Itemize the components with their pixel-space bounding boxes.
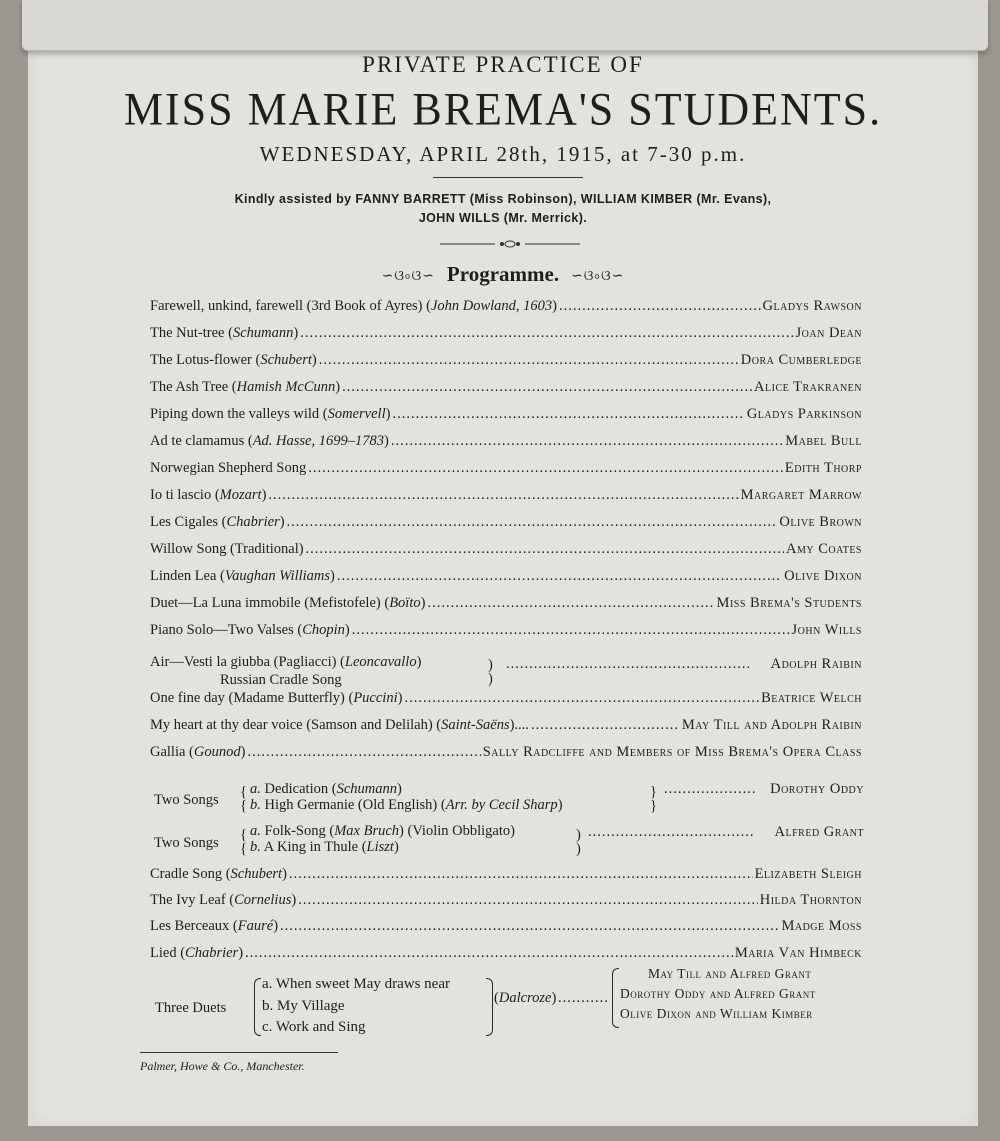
item-composer: Fauré (237, 918, 274, 934)
page-title: MISS MARIE BREMA'S STUDENTS. (123, 83, 883, 136)
item-title (150, 487, 266, 504)
three-duets-song-a: a. When sweet May draws near (262, 976, 450, 992)
item-title-text: Piano Solo—Two Valses ( (150, 622, 303, 638)
item-title-close: ).... (509, 717, 529, 733)
two-songs-2-close-brace: ) ) (576, 827, 581, 857)
air-item-line-2: Russian Cradle Song (220, 672, 342, 688)
item-title (150, 352, 317, 369)
item-composer: Chabrier (226, 514, 280, 530)
item-title-text: Les Cigales ( (150, 514, 227, 530)
item-performer: Miss Brema's Students (716, 595, 862, 611)
air-item-performer: Adolph Raibin (770, 656, 862, 672)
three-duets-label: Three Duets (155, 1000, 227, 1016)
programme-heading (28, 262, 978, 288)
song-a-title: Folk-Song ( (260, 823, 335, 839)
item-title (150, 568, 335, 585)
two-songs-1-performer: Dorothy Oddy (770, 781, 864, 797)
programme-item (150, 945, 862, 967)
programme-item (150, 460, 862, 482)
song-b-close: ) (557, 797, 563, 813)
programme-item (150, 595, 862, 617)
programme-item (150, 690, 862, 712)
item-title-close: ) (384, 433, 389, 449)
event-date: WEDNESDAY, APRIL 28th, 1915, at 7-30 p.m. (259, 142, 747, 166)
two-songs-2-leader (588, 824, 754, 841)
item-title-text: Piping down the valleys wild ( (150, 406, 328, 422)
item-title (150, 460, 306, 477)
item-title (150, 541, 304, 558)
three-duets-composer: Dalcroze (498, 990, 552, 1006)
item-title-text: The Nut-tree ( (150, 325, 233, 341)
item-title-text: The Ash Tree ( (150, 379, 237, 395)
item-composer: Chopin (302, 622, 345, 638)
item-title-text: Ad te clamamus ( (150, 433, 253, 449)
assistants-note (28, 190, 978, 228)
air-item-composer: Leoncavallo (344, 654, 417, 670)
item-title (150, 406, 390, 423)
item-performer: Alice Trakranen (754, 379, 862, 395)
programme-page (28, 44, 978, 1126)
assistants-line-2: JOHN WILLS (Mr. Merrick). (418, 211, 588, 225)
dot-leader (391, 433, 783, 450)
item-title (150, 595, 425, 612)
item-title-text: Gallia ( (150, 744, 194, 760)
three-duets-leader (558, 990, 610, 1007)
item-performer: Olive Brown (779, 514, 862, 530)
dot-leader (352, 622, 790, 639)
dot-leader (289, 866, 753, 883)
two-songs-1-b (250, 797, 563, 814)
item-composer: Somervell (327, 406, 386, 422)
item-title (150, 918, 278, 935)
dot-leader (427, 595, 714, 612)
dot-leader (392, 406, 744, 423)
dot-leader (287, 514, 778, 531)
song-b-composer: Arr. by Cecil Sharp (445, 797, 558, 813)
air-item-brace: ) ) (488, 657, 493, 687)
programme-item (150, 298, 862, 320)
item-title-text: Farewell, unkind, farewell (3rd Book of Ayres) ( (150, 298, 431, 314)
item-performer: Hilda Thornton (759, 892, 862, 908)
footer-divider (140, 1052, 338, 1053)
item-composer: Hamish McCunn (236, 379, 336, 395)
programme-item (150, 352, 862, 374)
item-title (150, 717, 529, 734)
three-duets-performer-c: Olive Dixon and William Kimber (620, 1006, 813, 1021)
dot-leader (300, 325, 793, 342)
item-title-text: Io ti lascio ( (150, 487, 220, 503)
swirl-ornament-left: ∽ଓ৹ଓ∽ (381, 269, 435, 285)
three-duets-performer-brace (612, 968, 619, 1028)
dot-leader (308, 460, 783, 477)
air-item-leader (506, 656, 752, 673)
song-a-close: ) (397, 781, 402, 797)
two-songs-1-a (250, 781, 402, 798)
dot-leader (319, 352, 739, 369)
item-title (150, 744, 245, 761)
item-title-close: ) (279, 514, 285, 530)
programme-item (150, 325, 862, 347)
item-composer: John Dowland, 1603 (430, 298, 553, 314)
song-b-title: A King in Thule ( (260, 839, 367, 855)
item-title-close: ) (344, 622, 350, 638)
item-performer: John Wills (791, 622, 862, 638)
item-title-close: ) (311, 352, 317, 368)
header-private-practice: PRIVATE PRACTICE OF (362, 52, 644, 77)
header-divider (433, 177, 583, 178)
programme-item (150, 918, 862, 940)
air-item-line-1 (150, 654, 421, 671)
item-title (150, 892, 296, 909)
item-performer: Joan Dean (795, 325, 862, 341)
item-performer: Maria Van Himbeck (734, 945, 862, 961)
two-songs-1-leader (664, 781, 756, 798)
item-title-close: ) (261, 487, 267, 503)
item-composer: Schumann (232, 325, 294, 341)
programme-item (150, 379, 862, 401)
dot-leader (280, 918, 779, 935)
item-title (150, 433, 389, 450)
printer-credit: Palmer, Howe & Co., Manchester. (140, 1059, 305, 1073)
item-title (150, 945, 243, 962)
item-title-close: ) (420, 595, 426, 611)
item-composer: Schubert (230, 866, 283, 882)
item-performer: Amy Coates (786, 541, 862, 557)
item-composer: Puccini (353, 690, 398, 706)
song-a-composer: Max Bruch (334, 823, 400, 839)
item-performer: Gladys Parkinson (746, 406, 862, 422)
item-composer: Vaughan Williams (224, 568, 331, 584)
programme-item (150, 622, 862, 644)
item-title (150, 298, 557, 315)
dot-leader (342, 379, 752, 396)
two-songs-1-close-brace: } } (650, 784, 657, 814)
song-b-title: High Germanie (Old English) ( (260, 797, 446, 813)
programme-item (150, 406, 862, 428)
two-songs-1-brace: { { (240, 784, 247, 814)
programme-item (150, 866, 862, 888)
song-a-title: Dedication ( (260, 781, 337, 797)
item-title-text: Cradle Song ( (150, 866, 231, 882)
item-composer: Gounod (193, 744, 241, 760)
item-title-text: Norwegian Shepherd Song (150, 460, 307, 476)
item-title-text: Linden Lea ( (150, 568, 225, 584)
swirl-ornament-right: ∽ଓ৹ଓ∽ (571, 269, 625, 285)
programme-item (150, 433, 862, 455)
programme-item (150, 892, 862, 914)
item-composer: Schubert (260, 352, 312, 368)
item-title-close: ) (273, 918, 279, 934)
two-songs-2-b (250, 839, 399, 856)
song-b-composer: Liszt (366, 839, 394, 855)
song-a-letter: a. (250, 823, 261, 839)
item-title-close: ) (282, 866, 287, 882)
item-performer: Elizabeth Sleigh (754, 866, 862, 882)
song-b-letter: b. (250, 797, 261, 813)
two-songs-2-brace: { { (240, 827, 247, 857)
dot-leader (531, 717, 680, 734)
programme-heading-text: Programme. (446, 262, 560, 286)
item-performer: Dora Cumberledge (740, 352, 862, 368)
item-title-text: The Ivy Leaf ( (150, 892, 235, 908)
item-title (150, 690, 402, 707)
three-duets-performer-b: Dorothy Oddy and Alfred Grant (620, 986, 816, 1001)
dot-leader (268, 487, 738, 504)
dot-leader (337, 568, 782, 585)
three-duets-open-brace (254, 978, 261, 1036)
item-performer: May Till and Adolph Raibin (681, 717, 862, 733)
item-title-text: The Lotus-flower ( (150, 352, 261, 368)
item-title-close: ) (397, 690, 403, 706)
item-composer: Boïto (389, 595, 421, 611)
air-item-title: Air—Vesti la giubba (Pagliacci) ( (150, 654, 345, 670)
item-composer: Mozart (219, 487, 262, 503)
item-performer: Olive Dixon (784, 568, 862, 584)
programme-item (150, 541, 862, 563)
item-title-text: Les Berceaux ( (150, 918, 238, 934)
programme-item (150, 744, 862, 766)
two-songs-2-label: Two Songs (154, 835, 219, 851)
dot-leader (306, 541, 784, 558)
song-a-letter: a. (250, 781, 261, 797)
item-title-text: One fine day (Madame Butterfly) ( (150, 690, 354, 706)
item-title-close: ) (330, 568, 335, 584)
air-item-close: ) (416, 654, 422, 670)
item-title-close: ) (240, 744, 246, 760)
item-title-text: My heart at thy dear voice (Samson and Delilah) ( (150, 717, 442, 733)
programme-item (150, 514, 862, 536)
item-title (150, 622, 350, 639)
item-title (150, 379, 340, 396)
item-performer: Sally Radcliffe and Members of Miss Brema's Opera Class (482, 744, 862, 760)
ornament-divider (440, 240, 580, 248)
song-a-close: ) (Violin Obbligato) (399, 823, 515, 839)
dot-leader (247, 744, 480, 761)
item-performer: Beatrice Welch (761, 690, 862, 706)
three-duets-close-brace (486, 978, 493, 1036)
dot-leader (245, 945, 733, 962)
item-performer: Gladys Rawson (762, 298, 862, 314)
item-title-close: ) (552, 298, 558, 314)
item-performer: Edith Thorp (784, 460, 862, 476)
assistants-line-1: Kindly assisted by FANNY BARRETT (Miss Robinson), WILLIAM KIMBER (Mr. Evans), (234, 192, 772, 206)
song-b-close: ) (393, 839, 399, 855)
item-composer: Saint-Saëns (441, 717, 510, 733)
song-a-composer: Schumann (336, 781, 397, 797)
three-duets-song-c: c. Work and Sing (262, 1019, 366, 1035)
item-title-close: ) (238, 945, 244, 961)
top-page-flap (22, 0, 988, 51)
item-title-close: ) (335, 379, 341, 395)
dot-leader (404, 690, 759, 707)
programme-item (150, 717, 862, 739)
item-title (150, 514, 285, 531)
item-title-text: Duet—La Luna immobile (Mefistofele) ( (150, 595, 390, 611)
two-songs-2-performer: Alfred Grant (774, 824, 864, 840)
dot-leader (298, 892, 758, 909)
three-duets-performer-a: May Till and Alfred Grant (648, 966, 812, 981)
item-title (150, 866, 287, 883)
dot-leader (559, 298, 761, 315)
three-duets-composer-wrap: (Dalcroze) (494, 990, 557, 1006)
item-title-close: ) (291, 892, 297, 908)
item-composer: Chabrier (185, 945, 239, 961)
item-title-close: ) (385, 406, 391, 422)
item-composer: Ad. Hasse, 1699–1783 (252, 433, 384, 449)
item-performer: Mabel Bull (785, 433, 862, 449)
song-b-letter: b. (250, 839, 261, 855)
item-composer: Cornelius (234, 892, 292, 908)
item-performer: Madge Moss (781, 918, 862, 934)
item-title-text: Lied ( (150, 945, 186, 961)
programme-item (150, 568, 862, 590)
three-duets-song-b: b. My Village (262, 998, 345, 1014)
two-songs-1-label: Two Songs (154, 792, 219, 808)
item-title (150, 325, 298, 342)
programme-item (150, 487, 862, 509)
item-title-close: ) (293, 325, 299, 341)
two-songs-2-a (250, 823, 515, 840)
item-title-text: Willow Song (Traditional) (150, 541, 304, 557)
item-performer: Margaret Marrow (740, 487, 862, 503)
